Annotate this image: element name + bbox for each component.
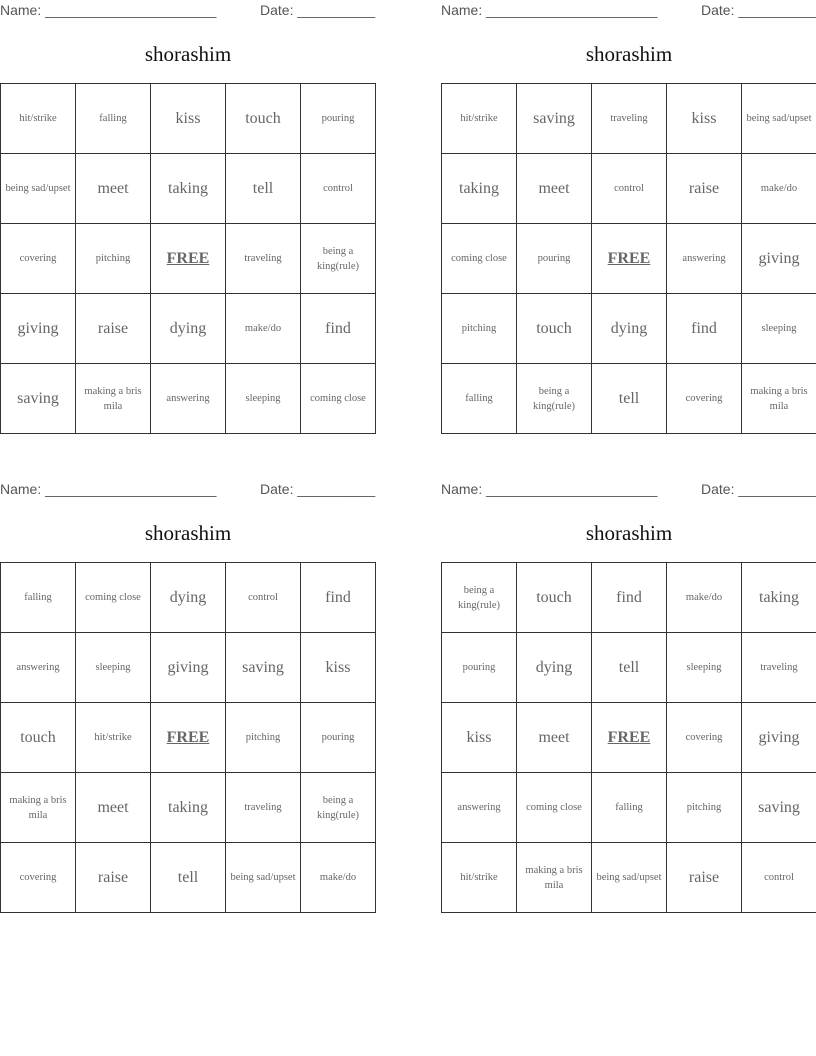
cell-word: giving <box>758 729 800 746</box>
cell-word: make/do <box>760 183 798 194</box>
cell-word: being a king(rule) <box>317 794 359 821</box>
cell-word: pitching <box>461 323 497 334</box>
grid-row <box>442 224 816 294</box>
cell-word: pitching <box>245 732 281 743</box>
grid-cell <box>226 563 301 633</box>
cell-word: being sad/upset <box>230 872 296 883</box>
cell-word: make/do <box>244 323 282 334</box>
grid-cell <box>742 154 816 224</box>
cell-word: answering <box>682 253 726 264</box>
cell-word: traveling <box>760 662 798 673</box>
cell-word: covering <box>19 872 57 883</box>
grid-cell <box>517 84 592 154</box>
grid-row <box>1 154 376 224</box>
name-field-label: Name: ______________________ <box>441 2 658 18</box>
grid-cell <box>667 843 742 913</box>
grid-cell <box>226 154 301 224</box>
cell-word: dying <box>535 659 573 676</box>
cell-word: being sad/upset <box>746 113 812 124</box>
grid-cell <box>76 773 151 843</box>
name-field-label: Name: ______________________ <box>441 481 658 497</box>
bingo-card-2 <box>441 0 816 412</box>
bingo-card-1 <box>0 0 376 412</box>
cell-word: giving <box>758 250 800 267</box>
grid-cell <box>151 294 226 364</box>
bingo-card-3 <box>0 479 376 886</box>
grid-cell <box>667 563 742 633</box>
grid-cell <box>1 294 76 364</box>
grid-row <box>442 84 816 154</box>
cell-word: pitching <box>95 253 131 264</box>
grid-cell <box>226 773 301 843</box>
grid-cell <box>76 843 151 913</box>
grid-cell <box>667 633 742 703</box>
grid-cell <box>226 843 301 913</box>
cell-word: coming close <box>85 592 141 603</box>
grid-cell <box>742 224 816 294</box>
grid-cell <box>442 84 517 154</box>
grid-cell <box>742 294 816 364</box>
grid-cell <box>301 154 376 224</box>
cell-word: giving <box>17 320 59 337</box>
grid-cell <box>1 154 76 224</box>
cell-word: kiss <box>325 659 351 676</box>
cell-word: find <box>325 589 351 606</box>
grid-cell <box>442 843 517 913</box>
grid-cell <box>76 294 151 364</box>
grid-cell <box>226 224 301 294</box>
grid-cell <box>592 703 667 773</box>
cell-word: falling <box>24 592 52 603</box>
cell-word: being a king(rule) <box>533 385 575 412</box>
grid-cell <box>442 224 517 294</box>
grid-cell <box>76 563 151 633</box>
cell-word: pouring <box>462 662 496 673</box>
grid-row <box>1 843 376 913</box>
cell-word: hit/strike <box>460 113 498 124</box>
grid-row <box>442 773 816 843</box>
grid-row <box>1 224 376 294</box>
cell-word: making a bris mila <box>9 794 67 821</box>
grid-row <box>442 843 816 913</box>
cell-word: saving <box>758 799 800 816</box>
grid-cell <box>592 843 667 913</box>
grid-cell <box>592 224 667 294</box>
grid-cell <box>517 224 592 294</box>
grid-cell <box>742 563 816 633</box>
card-title: shorashim <box>585 521 673 545</box>
grid-cell <box>76 364 151 434</box>
free-space-label: FREE <box>166 729 210 746</box>
grid-cell <box>517 843 592 913</box>
cell-word: tell <box>252 180 274 197</box>
cell-word: saving <box>17 390 59 407</box>
grid-cell <box>592 563 667 633</box>
cell-word: meet <box>97 799 129 816</box>
cell-word: taking <box>168 799 208 816</box>
cell-word: meet <box>538 180 570 197</box>
cell-word: sleeping <box>245 393 281 404</box>
cell-word: meet <box>538 729 570 746</box>
cell-word: covering <box>685 732 723 743</box>
grid-cell <box>592 294 667 364</box>
grid-row <box>442 154 816 224</box>
cell-word: sleeping <box>761 323 797 334</box>
cell-word: hit/strike <box>460 872 498 883</box>
grid-cell <box>226 84 301 154</box>
cell-word: giving <box>167 659 209 676</box>
name-date-row <box>441 479 816 499</box>
cell-word: meet <box>97 180 129 197</box>
card-title: shorashim <box>144 42 232 66</box>
cell-word: touch <box>536 589 572 606</box>
grid-cell <box>1 703 76 773</box>
cell-word: tell <box>177 869 199 886</box>
grid-cell <box>76 224 151 294</box>
grid-cell <box>301 224 376 294</box>
cell-word: being a king(rule) <box>458 584 500 611</box>
grid-cell <box>442 563 517 633</box>
grid-row <box>1 364 376 434</box>
cell-word: coming close <box>451 253 507 264</box>
cell-word: hit/strike <box>19 113 57 124</box>
grid-cell <box>301 84 376 154</box>
cell-word: kiss <box>175 110 201 127</box>
cell-word: tell <box>618 659 640 676</box>
cell-word: touch <box>536 320 572 337</box>
cell-word: being sad/upset <box>596 872 662 883</box>
grid-row <box>1 633 376 703</box>
free-space-label: FREE <box>607 250 651 267</box>
cell-word: taking <box>459 180 499 197</box>
cell-word: making a bris mila <box>525 864 583 891</box>
cell-word: answering <box>166 393 210 404</box>
cell-word: find <box>691 320 717 337</box>
cell-word: taking <box>168 180 208 197</box>
grid-row <box>442 294 816 364</box>
grid-cell <box>151 364 226 434</box>
card-title: shorashim <box>585 42 673 66</box>
cell-word: raise <box>688 869 720 886</box>
grid-cell <box>226 364 301 434</box>
grid-cell <box>151 843 226 913</box>
grid-cell <box>517 773 592 843</box>
grid-cell <box>301 703 376 773</box>
grid-cell <box>1 224 76 294</box>
cell-word: control <box>614 183 644 194</box>
free-space-label: FREE <box>166 250 210 267</box>
date-field-label: Date: __________ <box>701 481 816 497</box>
bingo-grid <box>441 83 816 434</box>
grid-cell <box>742 703 816 773</box>
grid-cell <box>1 843 76 913</box>
cell-word: kiss <box>691 110 717 127</box>
grid-cell <box>742 843 816 913</box>
grid-cell <box>151 224 226 294</box>
name-date-row <box>0 0 376 20</box>
name-field-label: Name: ______________________ <box>0 481 217 497</box>
cell-word: falling <box>465 393 493 404</box>
cell-word: traveling <box>244 253 282 264</box>
cell-word: answering <box>457 802 501 813</box>
cell-word: traveling <box>244 802 282 813</box>
cell-word: control <box>323 183 353 194</box>
grid-cell <box>442 633 517 703</box>
cell-word: dying <box>169 320 207 337</box>
cell-word: saving <box>533 110 575 127</box>
grid-row <box>1 563 376 633</box>
cell-word: being a king(rule) <box>317 245 359 272</box>
cell-word: making a bris mila <box>84 385 142 412</box>
cell-word: raise <box>688 180 720 197</box>
grid-cell <box>301 294 376 364</box>
grid-cell <box>742 633 816 703</box>
cell-word: kiss <box>466 729 492 746</box>
grid-cell <box>667 364 742 434</box>
grid-cell <box>442 294 517 364</box>
cell-word: raise <box>97 320 129 337</box>
cell-word: tell <box>618 390 640 407</box>
cell-word: coming close <box>526 802 582 813</box>
grid-cell <box>1 563 76 633</box>
grid-row <box>1 773 376 843</box>
cell-word: covering <box>19 253 57 264</box>
grid-cell <box>301 364 376 434</box>
grid-row <box>1 703 376 773</box>
grid-cell <box>151 703 226 773</box>
cell-word: pitching <box>686 802 722 813</box>
grid-cell <box>592 773 667 843</box>
grid-cell <box>226 294 301 364</box>
cell-word: control <box>248 592 278 603</box>
grid-row <box>1 84 376 154</box>
grid-cell <box>517 364 592 434</box>
grid-cell <box>76 84 151 154</box>
grid-cell <box>1 633 76 703</box>
grid-cell <box>442 364 517 434</box>
grid-cell <box>592 154 667 224</box>
grid-cell <box>151 84 226 154</box>
cell-word: touch <box>245 110 281 127</box>
grid-cell <box>226 703 301 773</box>
cell-word: raise <box>97 869 129 886</box>
grid-cell <box>667 224 742 294</box>
grid-cell <box>76 633 151 703</box>
cell-word: taking <box>759 589 799 606</box>
cell-word: control <box>764 872 794 883</box>
grid-cell <box>301 773 376 843</box>
cell-word: pouring <box>537 253 571 264</box>
grid-cell <box>1 364 76 434</box>
cell-word: make/do <box>319 872 357 883</box>
cell-word: making a bris mila <box>750 385 808 412</box>
grid-cell <box>742 773 816 843</box>
bingo-grid <box>441 562 816 913</box>
cell-word: being sad/upset <box>5 183 71 194</box>
grid-cell <box>517 294 592 364</box>
grid-row <box>442 633 816 703</box>
grid-cell <box>517 703 592 773</box>
grid-cell <box>76 154 151 224</box>
grid-cell <box>151 773 226 843</box>
name-date-row <box>0 479 376 499</box>
grid-cell <box>1 84 76 154</box>
grid-cell <box>76 703 151 773</box>
grid-cell <box>667 703 742 773</box>
name-field-label: Name: ______________________ <box>0 2 217 18</box>
grid-cell <box>226 633 301 703</box>
cell-word: traveling <box>610 113 648 124</box>
cell-word: covering <box>685 393 723 404</box>
cell-word: falling <box>99 113 127 124</box>
name-date-row <box>441 0 816 20</box>
bingo-card-4 <box>441 479 816 891</box>
grid-cell <box>592 84 667 154</box>
grid-cell <box>667 294 742 364</box>
grid-cell <box>592 364 667 434</box>
cell-word: hit/strike <box>94 732 132 743</box>
cell-word: coming close <box>310 393 366 404</box>
grid-cell <box>667 773 742 843</box>
date-field-label: Date: __________ <box>260 481 376 497</box>
grid-cell <box>667 84 742 154</box>
grid-row <box>442 563 816 633</box>
bingo-grid <box>0 83 376 434</box>
grid-cell <box>301 633 376 703</box>
cell-word: pouring <box>321 113 355 124</box>
grid-cell <box>742 364 816 434</box>
cell-word: sleeping <box>686 662 722 673</box>
cell-word: make/do <box>685 592 723 603</box>
cell-word: find <box>325 320 351 337</box>
grid-cell <box>151 633 226 703</box>
grid-cell <box>442 773 517 843</box>
grid-cell <box>442 154 517 224</box>
cell-word: touch <box>20 729 56 746</box>
card-title: shorashim <box>144 521 232 545</box>
grid-cell <box>151 154 226 224</box>
grid-row <box>442 703 816 773</box>
grid-cell <box>301 843 376 913</box>
grid-cell <box>1 773 76 843</box>
grid-row <box>1 294 376 364</box>
grid-cell <box>517 633 592 703</box>
grid-cell <box>517 563 592 633</box>
grid-cell <box>667 154 742 224</box>
cell-word: dying <box>610 320 648 337</box>
cell-word: dying <box>169 589 207 606</box>
date-field-label: Date: __________ <box>260 2 376 18</box>
free-space-label: FREE <box>607 729 651 746</box>
cell-word: pouring <box>321 732 355 743</box>
cell-word: answering <box>16 662 60 673</box>
grid-cell <box>517 154 592 224</box>
cell-word: find <box>616 589 642 606</box>
bingo-grid <box>0 562 376 913</box>
grid-cell <box>592 633 667 703</box>
grid-row <box>442 364 816 434</box>
grid-cell <box>442 703 517 773</box>
cell-word: saving <box>242 659 284 676</box>
cell-word: falling <box>615 802 643 813</box>
grid-cell <box>151 563 226 633</box>
date-field-label: Date: __________ <box>701 2 816 18</box>
cell-word: sleeping <box>95 662 131 673</box>
grid-cell <box>742 84 816 154</box>
grid-cell <box>301 563 376 633</box>
